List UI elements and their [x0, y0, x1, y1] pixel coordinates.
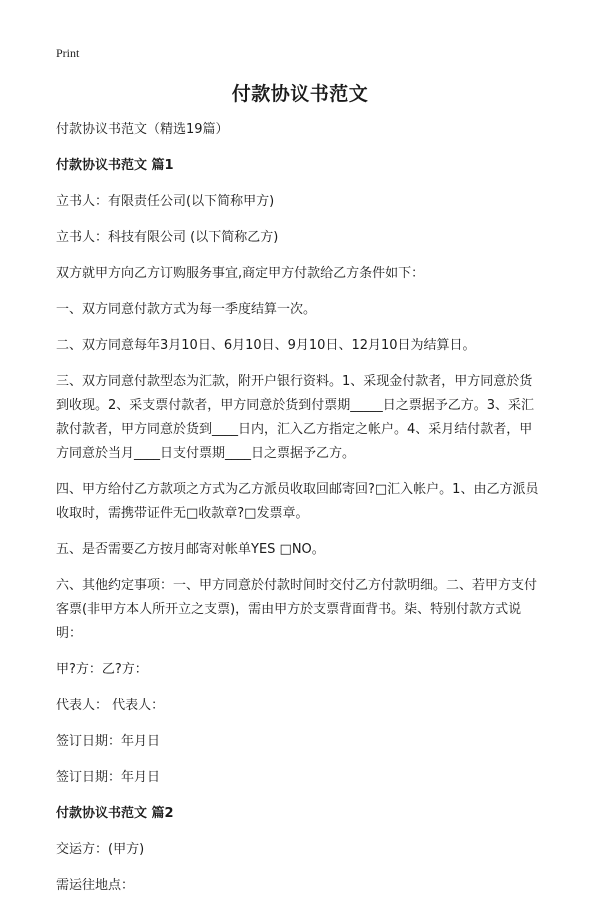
clause-2: 二、双方同意每年3月10日、6月10日、9月10日、12月10日为结算日。	[56, 338, 476, 353]
representatives: 代表人： 代表人：	[56, 698, 165, 713]
print-link[interactable]: Print	[56, 46, 80, 60]
shipper-line: 交运方：(甲方)	[56, 842, 145, 857]
clause-3: 三、双方同意付款型态为汇款，附开户银行资料。1、采现金付款者，甲方同意於货到收现。2、采支票付款者，甲方同意於货到付票期_____日之票据予乙方。3、采汇款付款者，甲方同意於货到____日内，汇入乙方指定之帐户。4、采月结付款者，甲方同意於当月____日支付票期____日之票据予乙方。	[56, 374, 535, 461]
clause-5: 五、是否需要乙方按月邮寄对帐单YES □NO。	[56, 542, 325, 557]
clause-4: 四、甲方给付乙方款项之方式为乙方派员收取回邮寄回?□汇入帐户。1、由乙方派员收取时，需携带证件无□收款章?□发票章。	[56, 482, 539, 521]
subtitle-line: 付款协议书范文（精选19篇）	[56, 122, 229, 137]
section-heading-2: 付款协议书范文 篇2	[56, 806, 174, 821]
clause-6: 六、其他约定事项：一、甲方同意於付款时间时交付乙方付款明细。二、若甲方支付客票(非甲方本人所开立之支票)，需由甲方於支票背面背书。柒、特别付款方式说明：	[56, 578, 538, 641]
signatory-parties: 甲?方：乙?方：	[56, 662, 148, 677]
document-body	[56, 118, 544, 910]
destination-line: 需运往地点：	[56, 878, 135, 893]
party-b-line: 立书人：科技有限公司 (以下简称乙方)	[56, 230, 279, 245]
sign-date-1: 签订日期：年月日	[56, 734, 161, 749]
party-a-line: 立书人：有限责任公司(以下简称甲方)	[56, 194, 275, 209]
section-heading-1: 付款协议书范文 篇1	[56, 158, 174, 173]
sign-date-2: 签订日期：年月日	[56, 770, 161, 785]
intro-paragraph: 双方就甲方向乙方订购服务事宜,商定甲方付款给乙方条件如下：	[56, 266, 425, 281]
document-title: 付款协议书范文	[231, 83, 369, 105]
clause-1: 一、双方同意付款方式为每一季度结算一次。	[56, 302, 317, 317]
